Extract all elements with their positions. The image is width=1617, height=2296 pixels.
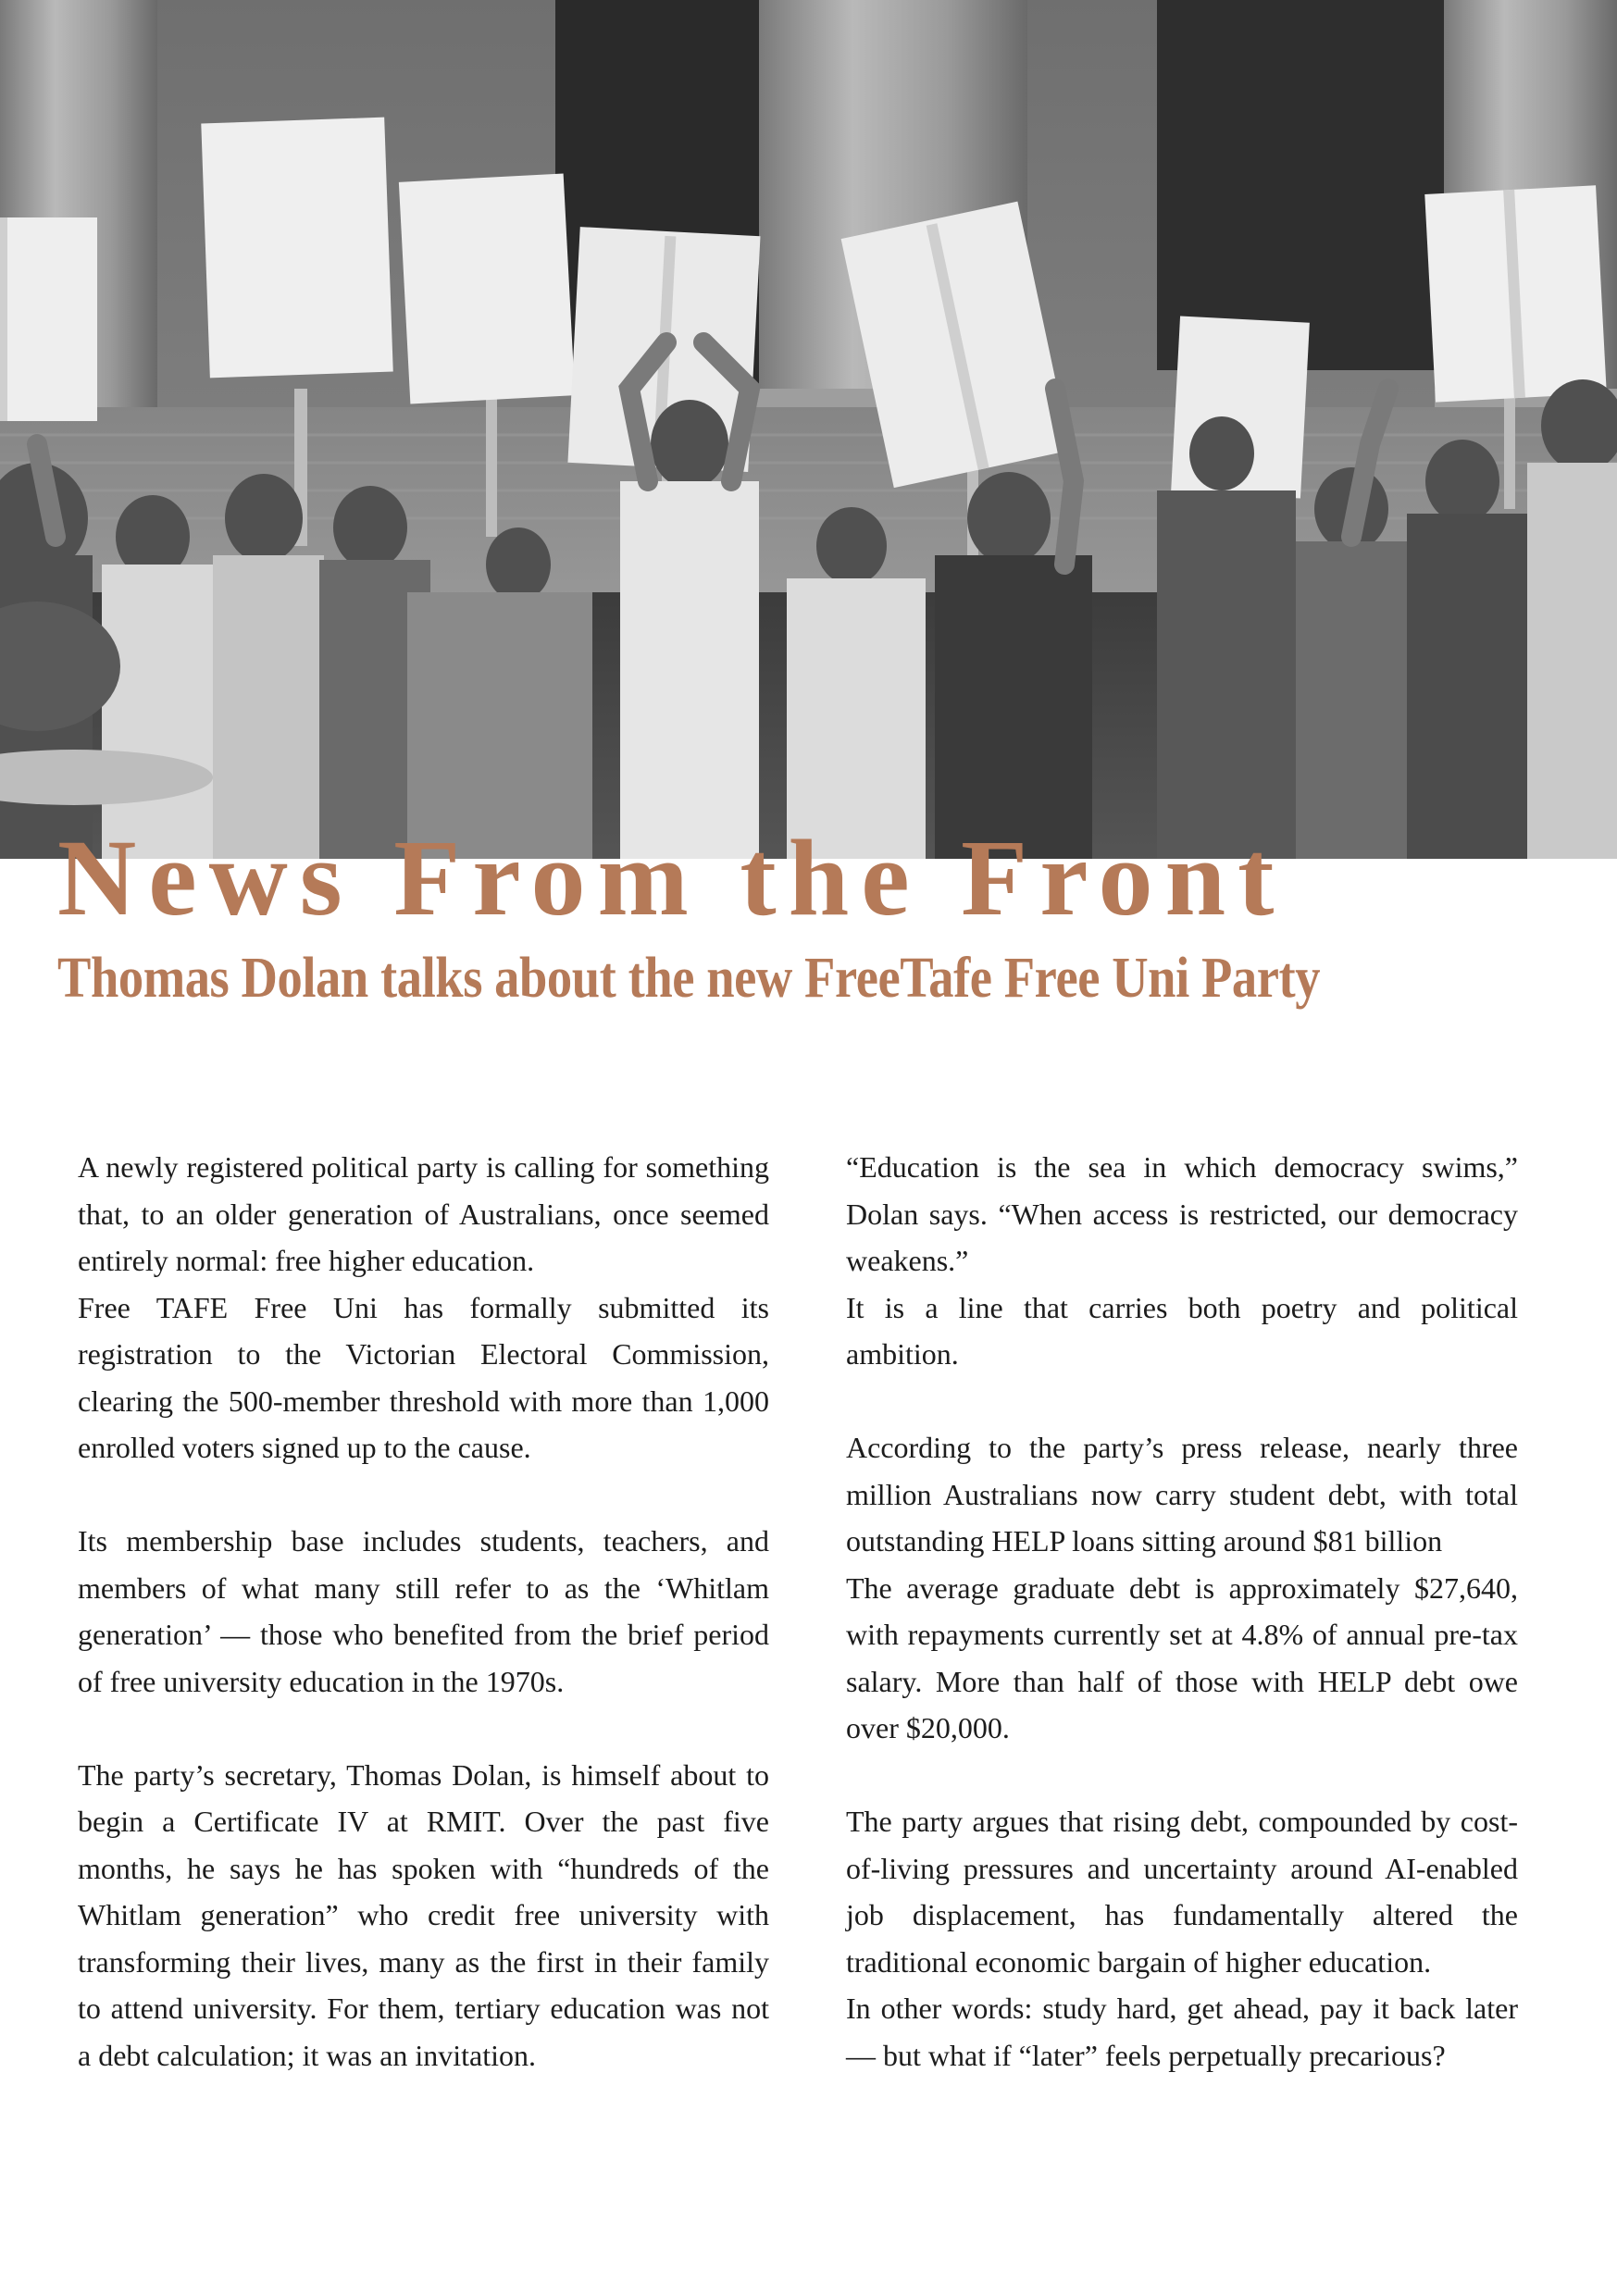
subheadline: Thomas Dolan talks about the new FreeTafe Free Uni Party	[57, 947, 1321, 1010]
paragraph: It is a line that carries both poetry and political ambition.	[846, 1290, 1518, 1371]
hero-photo	[0, 0, 1617, 861]
paragraph: Its membership base includes students, teachers, and members of what many still refer to as the ‘Whitlam generation’ — those who benefited from the brief period of free university education in the 1970s.	[78, 1524, 769, 1698]
paragraph: A newly registered political party is calling for something that, to an older generation of Australians, once seemed entirely normal: free higher education.	[78, 1150, 769, 1277]
protest-crowd-photo	[0, 0, 1617, 861]
headline: News From the Front	[57, 817, 1287, 938]
paragraph: The average graduate debt is approximately $27,640, with repayments currently set at 4.8% of annual pre-tax salary. More than half of those with HELP debt owe over $20,000.	[846, 1570, 1518, 1744]
paragraph: The party’s secretary, Thomas Dolan, is himself about to begin a Certificate IV at RMIT. Over the past five months, he says he has spoken with “hundreds of the Whitlam generation” who credit free university with transforming their lives, many as the first in their family to attend university. For them, tertiary education was not a debt calculation; it was an invitation.	[78, 1757, 769, 2072]
paragraph: “Education is the sea in which democracy swims,” Dolan says. “When access is restricted, our democracy weakens.”	[846, 1150, 1518, 1277]
paragraph: Free TAFE Free Uni has formally submitted its registration to the Victorian Electoral Commission, clearing the 500-member threshold with more than 1,000 enrolled voters signed up to the cause.	[78, 1290, 769, 1464]
paragraph: According to the party’s press release, nearly three million Australians now carry student debt, with total outstanding HELP loans sitting around $81 billion	[846, 1431, 1518, 1558]
paragraph: The party argues that rising debt, compounded by cost-of-living pressures and uncertainty around AI-enabled job displacement, has fundamentally altered the traditional economic bargain of higher education.	[846, 1805, 1518, 1979]
paragraph: In other words: study hard, get ahead, pay it back later — but what if “later” feels perpetually precarious?	[846, 1992, 1518, 2072]
article-left-column	[78, 1144, 769, 2079]
article-right-column	[846, 1144, 1518, 2079]
